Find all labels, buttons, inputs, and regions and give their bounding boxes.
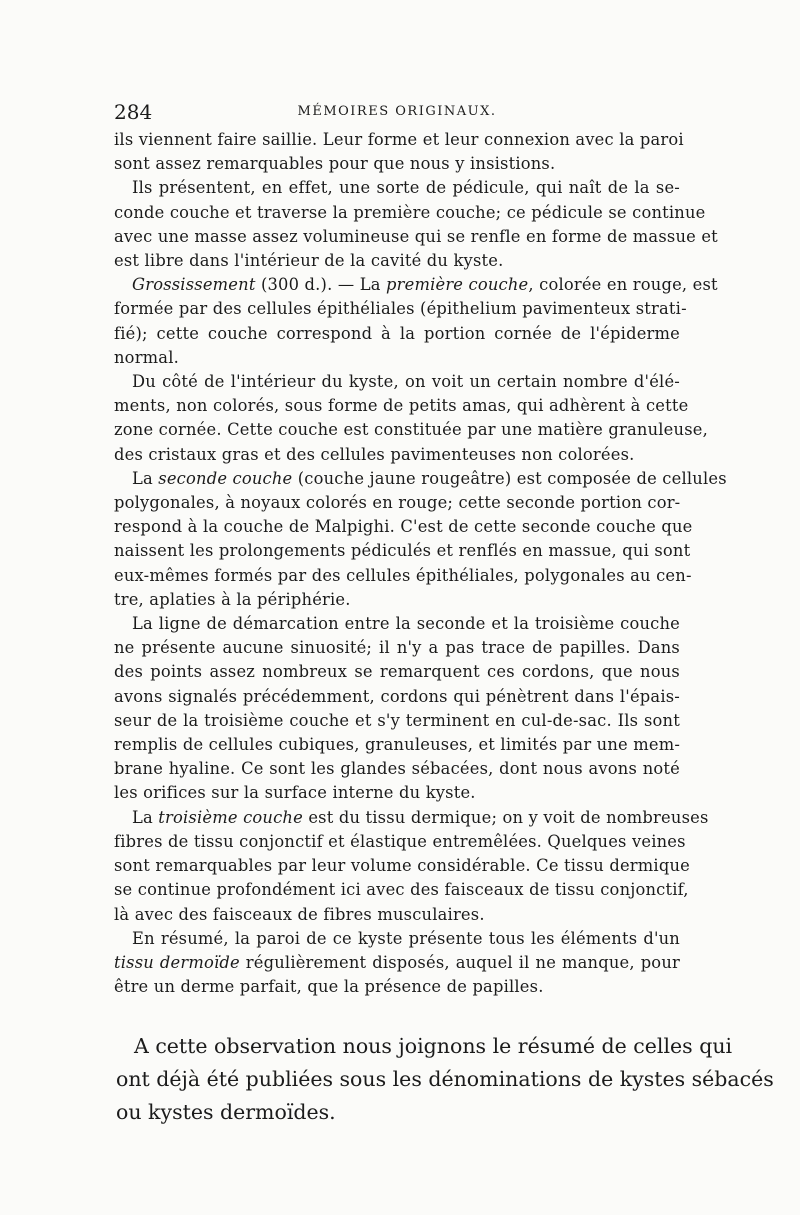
text-line: des points assez nombreux se remarquent ces cordons, que nous [114,662,680,682]
text-line: Grossissement (300 d.). — La première couche, colorée en rouge, est [132,275,718,295]
text-line: les orifices sur la surface interne du kyste. [114,783,476,803]
text-line: Ils présentent, en effet, une sorte de pédicule, qui naît de la se- [132,178,680,198]
text-line: avec une masse assez volumineuse qui se renfle en forme de massue et [114,226,718,246]
text-line: ne présente aucune sinuosité; il n'y a pas trace de papilles. Dans [114,638,680,658]
page-number: 284 [114,100,153,124]
italic-term: première couche [386,275,529,295]
text-line: être un derme parfait, que la présence de papilles. [114,977,544,997]
text-line: tre, aplaties à la périphérie. [114,589,351,609]
text-line: zone cornée. Cette couche est constituée par une matière granuleuse, [114,420,708,440]
text-line: brane hyaline. Ce sont les glandes sébacées, dont nous avons noté [114,759,680,779]
text-line: La troisième couche est du tissu dermique; on y voit de nombreuses [132,807,709,827]
italic-term: seconde couche [158,468,293,488]
text-line: polygonales, à noyaux colorés en rouge; cette seconde portion cor- [114,493,681,513]
text-line: formée par des cellules épithéliales (épithelium pavimenteux strati- [114,299,687,319]
text-line: ils viennent faire saillie. Leur forme et leur connexion avec la paroi [114,130,684,149]
closing-line: A cette observation nous joignons le résumé de celles qui [134,1034,733,1058]
text-line: est libre dans l'intérieur de la cavité du kyste. [114,251,504,271]
text-line: se continue profondément ici avec des faisceaux de tissu conjonctif, [114,880,689,900]
running-head: MÉMOIRES ORIGINAUX. [297,104,497,119]
closing-line: ont déjà été publiées sous les dénominations de kystes sébacés [116,1067,774,1091]
text-line: normal. [114,347,179,367]
text-line: fié); cette couche correspond à la portion cornée de l'épiderme [114,323,680,343]
text-line: naissent les prolongements pédiculés et renflés en massue, qui sont [114,541,691,561]
text-line: sont remarquables par leur volume considérable. Ce tissu dermique [114,856,690,876]
text-line: ments, non colorés, sous forme de petits amas, qui adhèrent à cette [114,396,689,416]
text-line: fibres de tissu conjonctif et élastique entremêlées. Quelques veines [114,831,686,851]
text-line: conde couche et traverse la première couche; ce pédicule se continue [114,202,706,222]
closing-line: ou kystes dermoïdes. [116,1100,336,1124]
text-line: remplis de cellules cubiques, granuleuses, et limités par une mem- [114,735,681,755]
text-line: Du côté de l'intérieur du kyste, on voit un certain nombre d'élé- [132,372,680,392]
text-line: sont assez remarquables pour que nous y insistions. [114,154,556,174]
body-text [114,128,727,999]
italic-term: tissu dermoïde [114,952,240,972]
text-line: La seconde couche (couche jaune rougeâtre) est composée de cellules [132,468,727,488]
text-line: avons signalés précédemment, cordons qui pénètrent dans l'épais- [114,686,680,706]
italic-term: troisième couche [158,807,303,827]
closing-paragraph [116,1030,774,1129]
text-line: respond à la couche de Malpighi. C'est de cette seconde couche que [114,517,693,537]
text-line: eux-mêmes formés par des cellules épithéliales, polygonales au cen- [114,565,692,585]
italic-term: Grossissement [132,275,256,295]
text-line: La ligne de démarcation entre la seconde et la troisième couche [132,614,680,634]
page-header [114,100,680,124]
text-line: En résumé, la paroi de ce kyste présente tous les éléments d'un [132,928,680,948]
text-line: là avec des faisceaux de fibres musculaires. [114,904,485,924]
text-line: seur de la troisième couche et s'y terminent en cul-de-sac. Ils sont [114,710,680,730]
text-line: des cristaux gras et des cellules pavimenteuses non colorées. [114,444,635,464]
text-line: tissu dermoïde régulièrement disposés, auquel il ne manque, pour [114,952,680,972]
